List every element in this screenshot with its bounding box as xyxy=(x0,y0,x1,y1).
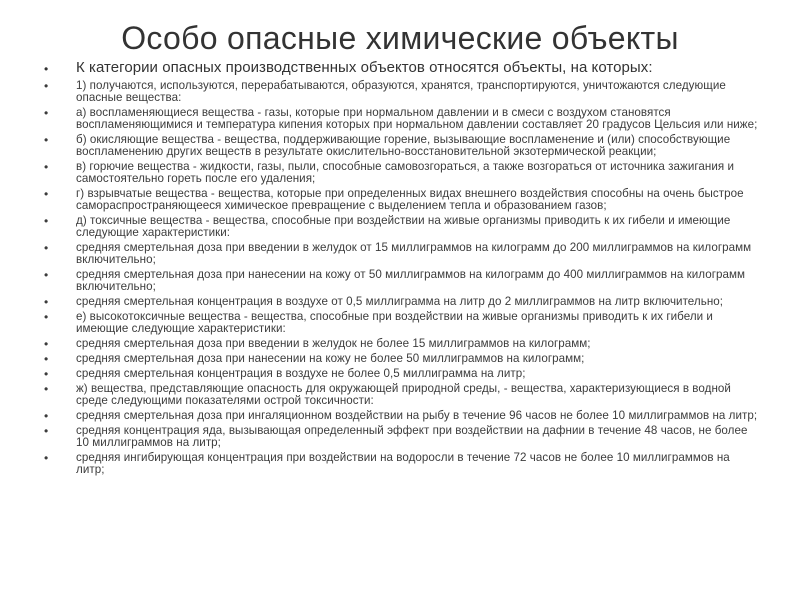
list-item xyxy=(40,215,760,239)
bullet-icon: • xyxy=(44,214,49,229)
list-item-text: д) токсичные вещества - вещества, способные при воздействии на живые организмы приводить к их гибели и имеющие следующие характеристики: xyxy=(76,214,731,240)
list-item xyxy=(40,383,760,407)
bullet-icon: • xyxy=(44,160,49,175)
list-item-text: средняя концентрация яда, вызывающая определенный эффект при воздействии на дафнии в течение 48 часов, не более 10 миллиграммов на литр; xyxy=(76,424,748,450)
bullet-icon: • xyxy=(44,337,49,352)
list-item xyxy=(40,134,760,158)
bullet-icon: • xyxy=(44,106,49,121)
bullet-icon: • xyxy=(44,62,49,76)
list-item-text: ж) вещества, представляющие опасность для окружающей природной среды, - вещества, характеризующиеся в водной среде следующими показателями острой токсичности: xyxy=(76,382,731,408)
list-item xyxy=(40,60,760,76)
bullet-icon: • xyxy=(44,268,49,283)
bullet-icon: • xyxy=(44,382,49,397)
list-item xyxy=(40,311,760,335)
list-item xyxy=(40,452,760,476)
bullet-icon: • xyxy=(44,241,49,256)
bullet-list xyxy=(40,60,760,479)
list-item xyxy=(40,80,760,104)
list-item xyxy=(40,269,760,293)
list-item xyxy=(40,296,760,308)
list-item-text: средняя смертельная доза при введении в желудок не более 15 миллиграммов на килограмм; xyxy=(76,337,591,351)
list-item xyxy=(40,425,760,449)
bullet-icon: • xyxy=(44,310,49,325)
list-item-text: е) высокотоксичные вещества - вещества, способные при воздействии на живые организмы приводить к их гибели и имеющие следующие характеристики: xyxy=(76,310,713,336)
list-item-text: средняя смертельная доза при нанесении на кожу не более 50 миллиграммов на килограмм; xyxy=(76,352,585,366)
list-item-text: средняя смертельная доза при нанесении на кожу от 50 миллиграммов на килограмм до 400 миллиграммов на килограмм включительно; xyxy=(76,268,746,294)
slide-title: Особо опасные химические объекты xyxy=(121,20,679,56)
list-item-text: К категории опасных производственных объектов относятся объекты, на которых: xyxy=(76,59,653,76)
bullet-icon: • xyxy=(44,133,49,148)
bullet-icon: • xyxy=(44,424,49,438)
bullet-icon: • xyxy=(44,352,49,367)
bullet-icon: • xyxy=(44,295,49,310)
list-item xyxy=(40,107,760,131)
list-item-text: средняя смертельная доза при ингаляционном воздействии на рыбу в течение 96 часов не более 10 миллиграммов на литр; xyxy=(76,409,758,423)
list-item-text: 1) получаются, используются, перерабатываются, образуются, хранятся, транспортируются, уничтожаются следующие опасные вещества: xyxy=(76,79,726,105)
list-item-text: в) горючие вещества - жидкости, газы, пыли, способные самовозгораться, а также возгораться от источника зажигания и самостоятельно гореть после его удаления; xyxy=(76,160,734,186)
list-item-text: средняя ингибирующая концентрация при воздействии на водоросли в течение 72 часов не более 10 миллиграммов на литр; xyxy=(76,451,730,477)
list-item-text: г) взрывчатые вещества - вещества, которые при определенных видах внешнего воздействия способны на очень быстрое самораспространяющееся химическое превращение с выделением тепла и образованием газов; xyxy=(76,187,744,213)
list-item-text: средняя смертельная концентрация в воздухе от 0,5 миллиграмма на литр до 2 миллиграммов на литр включительно; xyxy=(76,295,724,309)
bullet-icon: • xyxy=(44,79,49,93)
list-item xyxy=(40,338,760,350)
list-item-text: средняя смертельная концентрация в воздухе не более 0,5 миллиграмма на литр; xyxy=(76,367,526,381)
list-item xyxy=(40,242,760,266)
list-item-text: средняя смертельная доза при введении в желудок от 15 миллиграммов на килограмм до 200 миллиграммов на килограмм включительно; xyxy=(76,241,752,267)
list-item xyxy=(40,161,760,185)
list-item xyxy=(40,410,760,422)
list-item xyxy=(40,188,760,212)
bullet-icon: • xyxy=(44,367,49,382)
list-item-text: б) окисляющие вещества - вещества, поддерживающие горение, вызывающие воспламенение и (или) способствующие воспламенению других веществ в результате окислительно-восстановительной экзотермической реакции; xyxy=(76,133,731,159)
bullet-icon: • xyxy=(44,187,49,202)
list-item xyxy=(40,368,760,380)
bullet-icon: • xyxy=(44,409,49,424)
list-item-text: а) воспламеняющиеся вещества - газы, которые при нормальном давлении и в смеси с воздухом становятся воспламеняющимися и температура кипения которых при нормальном давлении составляет 20 градусов Цельсия или ниже; xyxy=(76,106,758,132)
list-item xyxy=(40,353,760,365)
bullet-icon: • xyxy=(44,451,49,466)
